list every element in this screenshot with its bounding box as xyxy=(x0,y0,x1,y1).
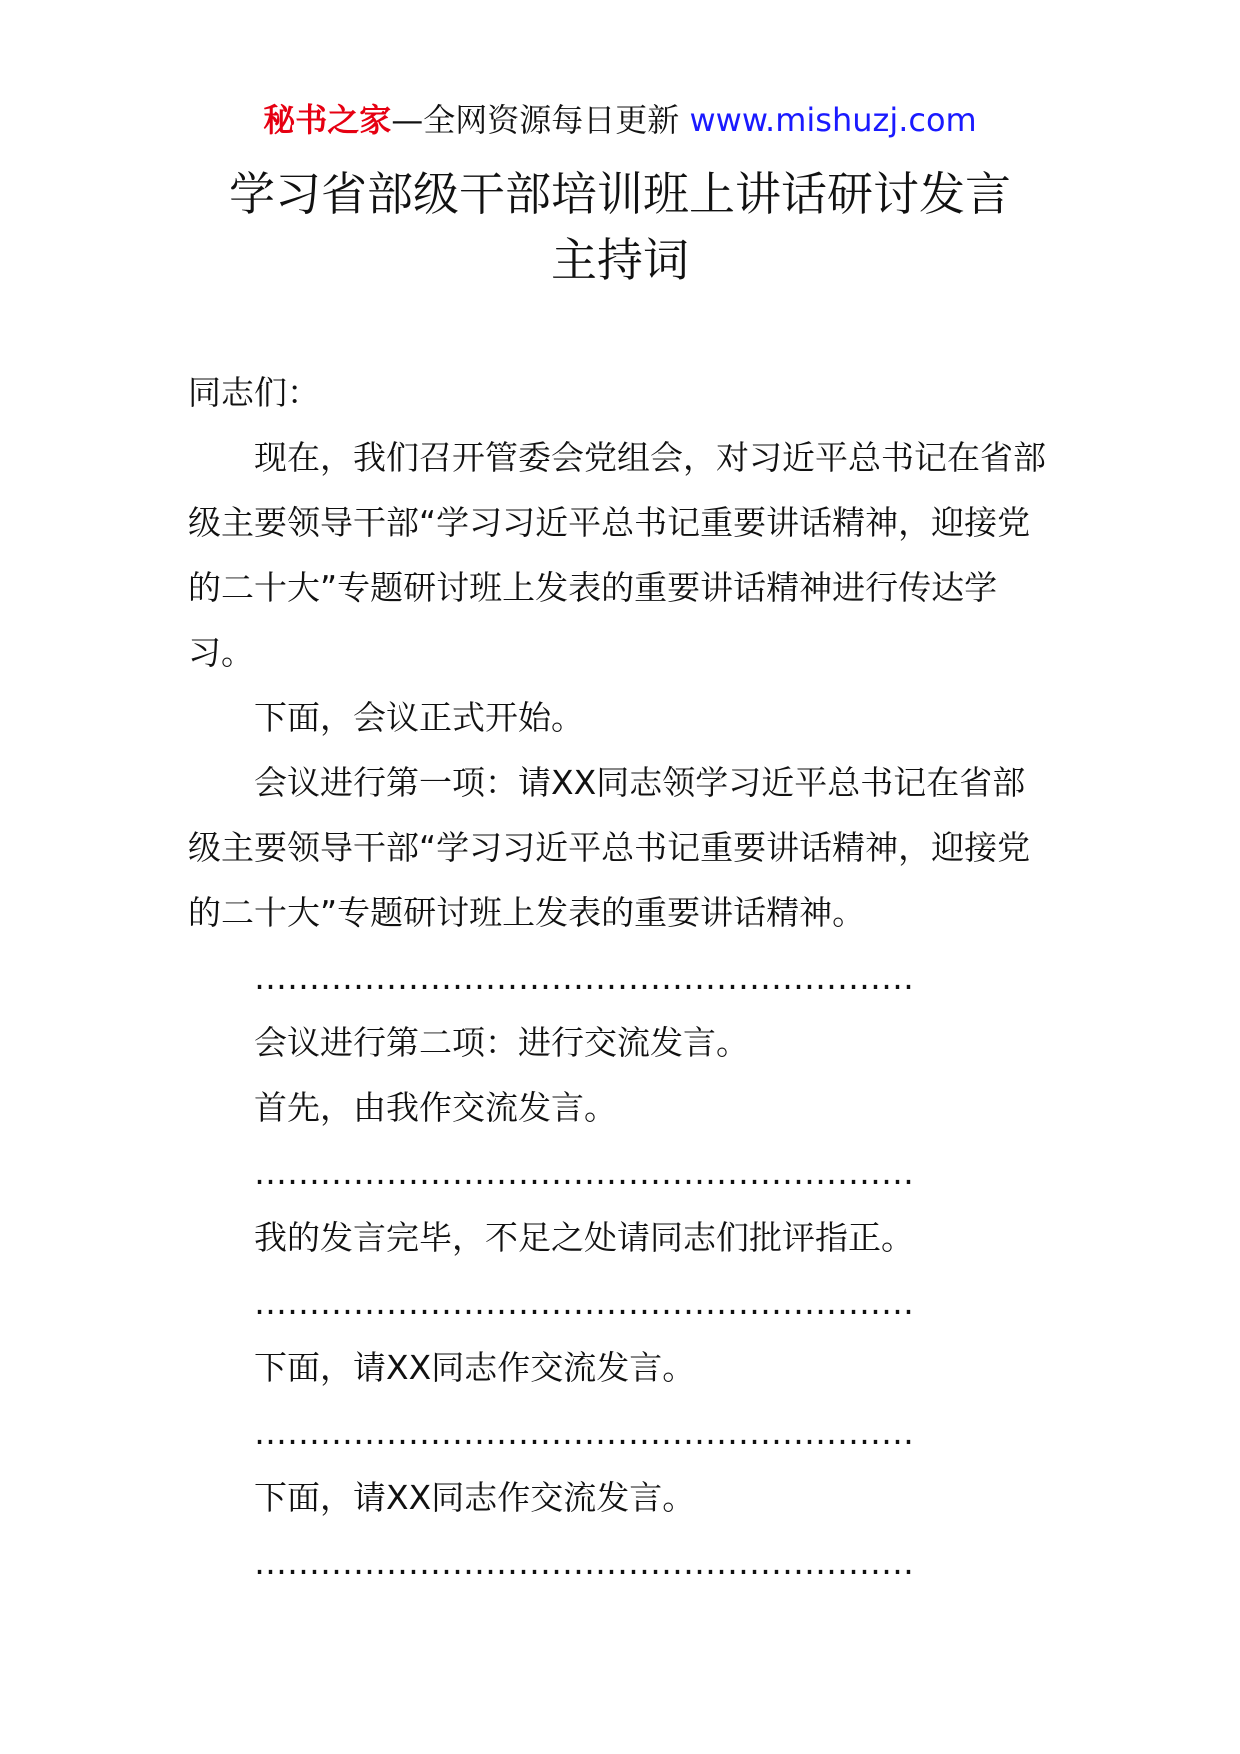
document-title-line-2: 主持词 xyxy=(551,233,689,287)
document-title-line-1: 学习省部级干部培训班上讲话研讨发言 xyxy=(229,167,1011,221)
document-body xyxy=(188,360,1058,1595)
paragraph-agenda-item-1: 会议进行第一项：请XX同志领学习近平总书记在省部级主要领导干部“学习习近平总书记重要讲话精神，迎接党的二十大”专题研讨班上发表的重要讲话精神。 xyxy=(188,763,1031,932)
paragraph-speech-end: 我的发言完毕，不足之处请同志们批评指正。 xyxy=(254,1218,914,1257)
site-url-link[interactable]: www.mishuzj.com xyxy=(689,101,977,139)
site-header xyxy=(0,100,1240,140)
paragraph-first-speaker: 首先，由我作交流发言。 xyxy=(254,1088,617,1127)
paragraph-next-speaker: 下面，请XX同志作交流发言。 xyxy=(254,1478,696,1517)
ellipsis-divider: …………………………………………………… xyxy=(254,958,914,997)
paragraph-next-speaker: 下面，请XX同志作交流发言。 xyxy=(254,1348,696,1387)
paragraph-agenda-item-2: 会议进行第二项：进行交流发言。 xyxy=(254,1023,749,1062)
paragraph-meeting-start: 下面，会议正式开始。 xyxy=(254,698,584,737)
site-brand: 秘书之家 xyxy=(263,101,392,139)
ellipsis-divider: …………………………………………………… xyxy=(254,1153,914,1192)
site-tagline: —全网资源每日更新 xyxy=(391,101,680,139)
ellipsis-divider: …………………………………………………… xyxy=(254,1283,914,1322)
ellipsis-divider: …………………………………………………… xyxy=(254,1543,914,1582)
paragraph-opening: 现在，我们召开管委会党组会，对习近平总书记在省部级主要领导干部“学习习近平总书记重要讲话精神，迎接党的二十大”专题研讨班上发表的重要讲话精神进行传达学习。 xyxy=(188,438,1046,672)
salutation: 同志们： xyxy=(188,373,320,412)
ellipsis-divider: …………………………………………………… xyxy=(254,1413,914,1452)
